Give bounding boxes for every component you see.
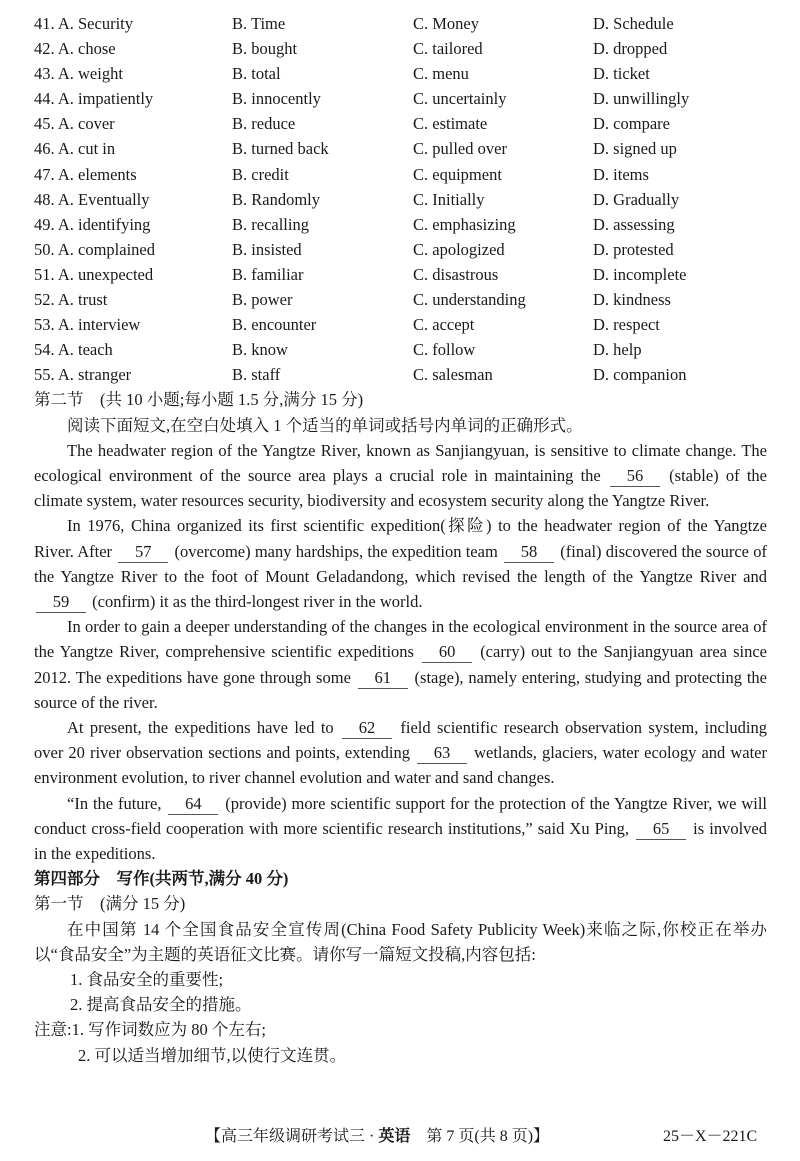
question-row	[34, 111, 767, 136]
writing-note-1: 注意:1. 写作词数应为 80 个左右;	[34, 1020, 266, 1040]
option-d[interactable]: D. Gradually	[593, 189, 680, 209]
blank-56[interactable]: 56	[610, 466, 660, 487]
question-row	[34, 312, 767, 337]
option-a[interactable]: 43. A. weight	[34, 64, 123, 84]
option-b[interactable]: B. staff	[232, 365, 281, 385]
option-a[interactable]: 41. A. Security	[34, 14, 133, 33]
passage-paragraph-5	[34, 791, 767, 867]
option-b[interactable]: B. credit	[232, 164, 289, 184]
text: The headwater region of the Yangtze River, known as Sanjiangyuan, is sensitive to climate change. The ecological environment of the source area plays a crucial role in maintaining the	[34, 440, 767, 486]
question-row	[34, 136, 767, 161]
blank-58[interactable]: 58	[504, 542, 554, 563]
passage-paragraph-2	[34, 513, 767, 614]
option-a[interactable]: 48. A. Eventually	[34, 189, 150, 209]
text: In order to gain a deeper understanding of the changes in the ecological environment in the source area of the Yangtze River, comprehensive scientific expeditions	[34, 617, 767, 662]
text: field scientific research observation system, including over 20 river observation sections and points, extending	[34, 718, 768, 763]
option-d[interactable]: D. ticket	[593, 64, 650, 84]
text: wetlands, glaciers, water ecology and water environment evolution, to river channel evolution and water and sand changes.	[34, 743, 767, 788]
question-row	[34, 86, 767, 111]
section-2-instruction: 阅读下面短文,在空白处填入 1 个适当的单词或括号内单词的正确形式。	[67, 415, 583, 435]
option-b[interactable]: B. total	[232, 64, 281, 84]
footer-subject: 英语	[378, 1128, 411, 1145]
writing-requirement-2: 2. 提高食品安全的措施。	[70, 995, 252, 1015]
option-b[interactable]: B. power	[232, 290, 293, 310]
question-row	[34, 11, 767, 36]
option-d[interactable]: D. items	[593, 164, 649, 184]
option-c[interactable]: C. estimate	[413, 114, 488, 134]
blank-61[interactable]: 61	[358, 668, 408, 689]
passage-paragraph-3	[34, 614, 767, 715]
option-d[interactable]: D. companion	[593, 365, 687, 385]
text: “In the future,	[67, 793, 167, 813]
option-c[interactable]: C. Money	[413, 14, 479, 33]
option-b[interactable]: B. know	[232, 340, 288, 360]
option-a[interactable]: 55. A. stranger	[34, 365, 132, 385]
text: In 1976, China organized its first scientific expedition(探险) to the headwater region of the Yangtze River. After	[34, 516, 767, 561]
option-a[interactable]: 47. A. elements	[34, 164, 137, 184]
option-a[interactable]: 51. A. unexpected	[34, 264, 154, 284]
option-d[interactable]: D. respect	[593, 315, 660, 335]
option-d[interactable]: D. compare	[593, 114, 670, 134]
question-row	[34, 362, 767, 387]
option-d[interactable]: D. incomplete	[593, 264, 687, 284]
option-c[interactable]: C. menu	[413, 64, 469, 84]
text: (overcome) many hardships, the expedition team	[170, 541, 503, 561]
option-c[interactable]: C. disastrous	[413, 264, 499, 284]
question-row	[34, 262, 767, 287]
writing-prompt: 在中国第 14 个全国食品安全宣传周(China Food Safety Publicity Week)来临之际,你校正在举办以“食品安全”为主题的英语征文比赛。请你写一篇短文投稿,内容包括:	[34, 919, 767, 964]
option-a[interactable]: 52. A. trust	[34, 290, 108, 310]
blank-57[interactable]: 57	[118, 542, 168, 563]
option-b[interactable]: B. reduce	[232, 114, 296, 134]
text: (final) discovered the source of the Yangtze River to the foot of Mount Geladandong, which revised the length of the Yangtze River and	[34, 541, 767, 586]
blank-64[interactable]: 64	[168, 794, 218, 815]
footer-code: 25－X－221C	[663, 1128, 758, 1145]
question-row	[34, 237, 767, 262]
writing-note-2: 2. 可以适当增加细节,以使行文连贯。	[78, 1045, 347, 1065]
option-c[interactable]: C. pulled over	[413, 139, 507, 159]
text: (provide) more scientific support for the protection of the Yangtze River, we will conduct cross-field cooperation with more scientific research institutions,” said Xu Ping,	[34, 793, 768, 838]
option-b[interactable]: B. bought	[232, 39, 298, 59]
option-c[interactable]: C. follow	[413, 340, 476, 360]
text: At present, the expeditions have led to	[67, 718, 341, 738]
blank-65[interactable]: 65	[636, 819, 686, 840]
option-a[interactable]: 54. A. teach	[34, 340, 113, 360]
option-d[interactable]: D. Schedule	[593, 14, 674, 33]
text: (stable) of the climate system, water resources security, biodiversity and ecosystem security along the Yangtze River.	[34, 466, 767, 511]
option-c[interactable]: C. emphasizing	[413, 214, 516, 234]
section-2-heading: 第二节 (共 10 小题;每小题 1.5 分,满分 15 分)	[34, 390, 364, 410]
option-d[interactable]: D. dropped	[593, 39, 668, 59]
text: (confirm) it as the third-longest river in the world.	[88, 592, 423, 612]
option-a[interactable]: 49. A. identifying	[34, 214, 151, 234]
blank-62[interactable]: 62	[342, 718, 392, 739]
option-a[interactable]: 45. A. cover	[34, 114, 115, 134]
option-d[interactable]: D. help	[593, 340, 642, 360]
option-b[interactable]: B. turned back	[232, 139, 329, 159]
option-c[interactable]: C. Initially	[413, 189, 485, 209]
part-4-heading: 第四部分 写作(共两节,满分 40 分)	[34, 869, 289, 889]
option-c[interactable]: C. tailored	[413, 39, 483, 59]
option-d[interactable]: D. protested	[593, 239, 674, 259]
option-a[interactable]: 44. A. impatiently	[34, 89, 154, 109]
question-row	[34, 162, 767, 187]
question-row	[34, 337, 767, 362]
option-a[interactable]: 50. A. complained	[34, 239, 155, 259]
option-b[interactable]: B. recalling	[232, 214, 309, 234]
option-b[interactable]: B. familiar	[232, 264, 304, 284]
option-c[interactable]: C. apologized	[413, 239, 505, 259]
question-row	[34, 187, 767, 212]
option-c[interactable]: C. uncertainly	[413, 89, 507, 109]
question-row	[34, 287, 767, 312]
passage-paragraph-1	[34, 438, 767, 514]
question-row	[34, 212, 767, 237]
option-c[interactable]: C. understanding	[413, 290, 526, 310]
option-a[interactable]: 53. A. interview	[34, 315, 141, 335]
footer-title	[205, 1125, 549, 1149]
text: (stage), namely entering, studying and protecting the source of the river.	[34, 667, 767, 712]
option-b[interactable]: B. encounter	[232, 315, 317, 335]
option-b[interactable]: B. innocently	[232, 89, 321, 109]
option-d[interactable]: D. kindness	[593, 290, 671, 310]
footer-exam-name: 【高三年级调研考试三 ·	[205, 1128, 379, 1145]
exam-page	[34, 11, 767, 1068]
footer-page-number: 第 7 页(共 8 页)】	[410, 1128, 550, 1145]
option-b[interactable]: B. Time	[232, 14, 286, 33]
option-c[interactable]: C. salesman	[413, 365, 493, 385]
blank-63[interactable]: 63	[417, 743, 467, 764]
part-4-section-1-heading: 第一节 (满分 15 分)	[34, 894, 186, 914]
blank-59[interactable]: 59	[36, 592, 86, 613]
option-a[interactable]: 42. A. chose	[34, 39, 116, 59]
option-c[interactable]: C. equipment	[413, 164, 502, 184]
passage-paragraph-4	[34, 715, 767, 791]
option-c[interactable]: C. accept	[413, 315, 475, 335]
option-b[interactable]: B. Randomly	[232, 189, 321, 209]
option-d[interactable]: D. signed up	[593, 139, 677, 159]
multiple-choice-options	[34, 11, 767, 387]
option-d[interactable]: D. unwillingly	[593, 89, 690, 109]
writing-requirement-1: 1. 食品安全的重要性;	[70, 970, 224, 990]
text: (carry) out to the Sanjiangyuan area since 2012. The expeditions have gone through some	[34, 642, 767, 687]
text: is involved in the expeditions.	[34, 818, 767, 864]
option-b[interactable]: B. insisted	[232, 239, 302, 259]
blank-60[interactable]: 60	[422, 642, 472, 663]
option-d[interactable]: D. assessing	[593, 214, 675, 234]
option-a[interactable]: 46. A. cut in	[34, 139, 116, 159]
question-row	[34, 36, 767, 61]
question-row	[34, 61, 767, 86]
